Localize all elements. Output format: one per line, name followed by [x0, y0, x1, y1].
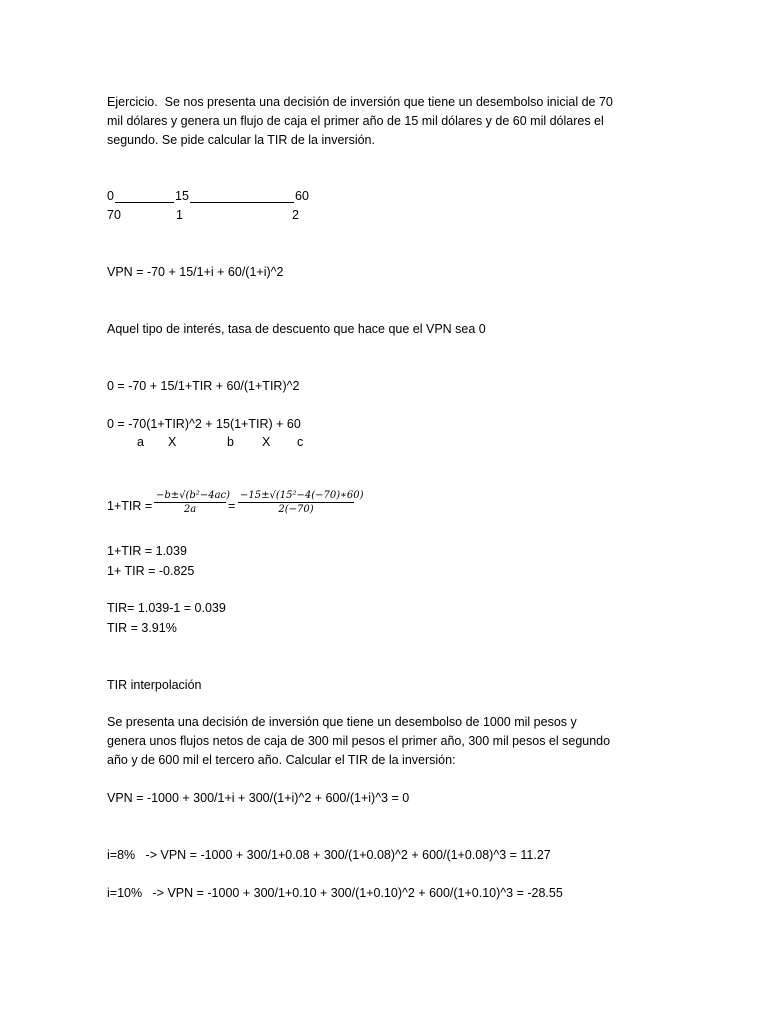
substituted-formula-fraction — [238, 490, 364, 515]
equals-sign: = — [228, 499, 236, 513]
vpn-at-10-percent: i=10% -> VPN = -1000 + 300/1+0.10 + 300/(1+0.10)^2 + 600/(1+0.10)^3 = -28.55 — [107, 886, 563, 900]
substituted-denominator: 2(−70) — [278, 504, 314, 515]
timeline-value-15: 15 — [175, 189, 189, 203]
exercise2-line-1: Se presenta una decisión de inversión que tiene un desembolso de 1000 mil pesos y — [107, 715, 577, 729]
vpn-formula: VPN = -70 + 15/1+i + 60/(1+i)^2 — [107, 265, 284, 279]
coef-a: a — [137, 435, 144, 449]
result-1: 1+TIR = 1.039 — [107, 544, 187, 558]
coef-c: c — [297, 435, 304, 449]
substituted-numerator: −15±√(15²−4(−70)∗60) — [240, 490, 364, 501]
timeline-period-1: 1 — [176, 208, 183, 222]
exercise2-line-3: año y de 600 mil el tercero año. Calcular el TIR de la inversión: — [107, 753, 456, 767]
equation-2: 0 = -70(1+TIR)^2 + 15(1+TIR) + 60 — [107, 417, 301, 431]
general-formula-numerator: −b±√(b²−4ac) — [156, 490, 231, 501]
timeline-period-2: 2 — [292, 208, 299, 222]
tir-definition: Aquel tipo de interés, tasa de descuento que hace que el VPN sea 0 — [107, 322, 486, 336]
exercise-line-1: Ejercicio. Se nos presenta una decisión de inversión que tiene un desembolso inicial de 70 — [107, 95, 613, 109]
timeline-line-2 — [190, 190, 294, 203]
general-formula-denominator: 2a — [183, 504, 197, 515]
timeline-value-0: 0 — [107, 189, 114, 203]
general-formula-fraction — [154, 490, 231, 515]
timeline-line-1 — [115, 190, 174, 203]
result-4: TIR = 3.91% — [107, 621, 177, 635]
result-2: 1+ TIR = -0.825 — [107, 564, 195, 578]
equation-1: 0 = -70 + 15/1+TIR + 60/(1+TIR)^2 — [107, 379, 300, 393]
exercise-line-3: segundo. Se pide calcular la TIR de la inversión. — [107, 133, 375, 147]
vpn-formula-2: VPN = -1000 + 300/1+i + 300/(1+i)^2 + 600/(1+i)^3 = 0 — [107, 791, 410, 805]
result-3: TIR= 1.039-1 = 0.039 — [107, 601, 226, 615]
exercise-line-2: mil dólares y genera un flujo de caja el primer año de 15 mil dólares y de 60 mil dólares el — [107, 114, 604, 128]
timeline-flow-70: 70 — [107, 208, 121, 222]
interpolation-title: TIR interpolación — [107, 678, 202, 692]
quadratic-lhs: 1+TIR = — [107, 499, 153, 513]
vpn-at-8-percent: i=8% -> VPN = -1000 + 300/1+0.08 + 300/(1+0.08)^2 + 600/(1+0.08)^3 = 11.27 — [107, 848, 551, 862]
coef-x-1: X — [168, 435, 177, 449]
coef-x-2: X — [262, 435, 271, 449]
timeline-value-60: 60 — [295, 189, 309, 203]
exercise2-line-2: genera unos flujos netos de caja de 300 mil pesos el primer año, 300 mil pesos el segundo — [107, 734, 611, 748]
coef-b: b — [227, 435, 234, 449]
